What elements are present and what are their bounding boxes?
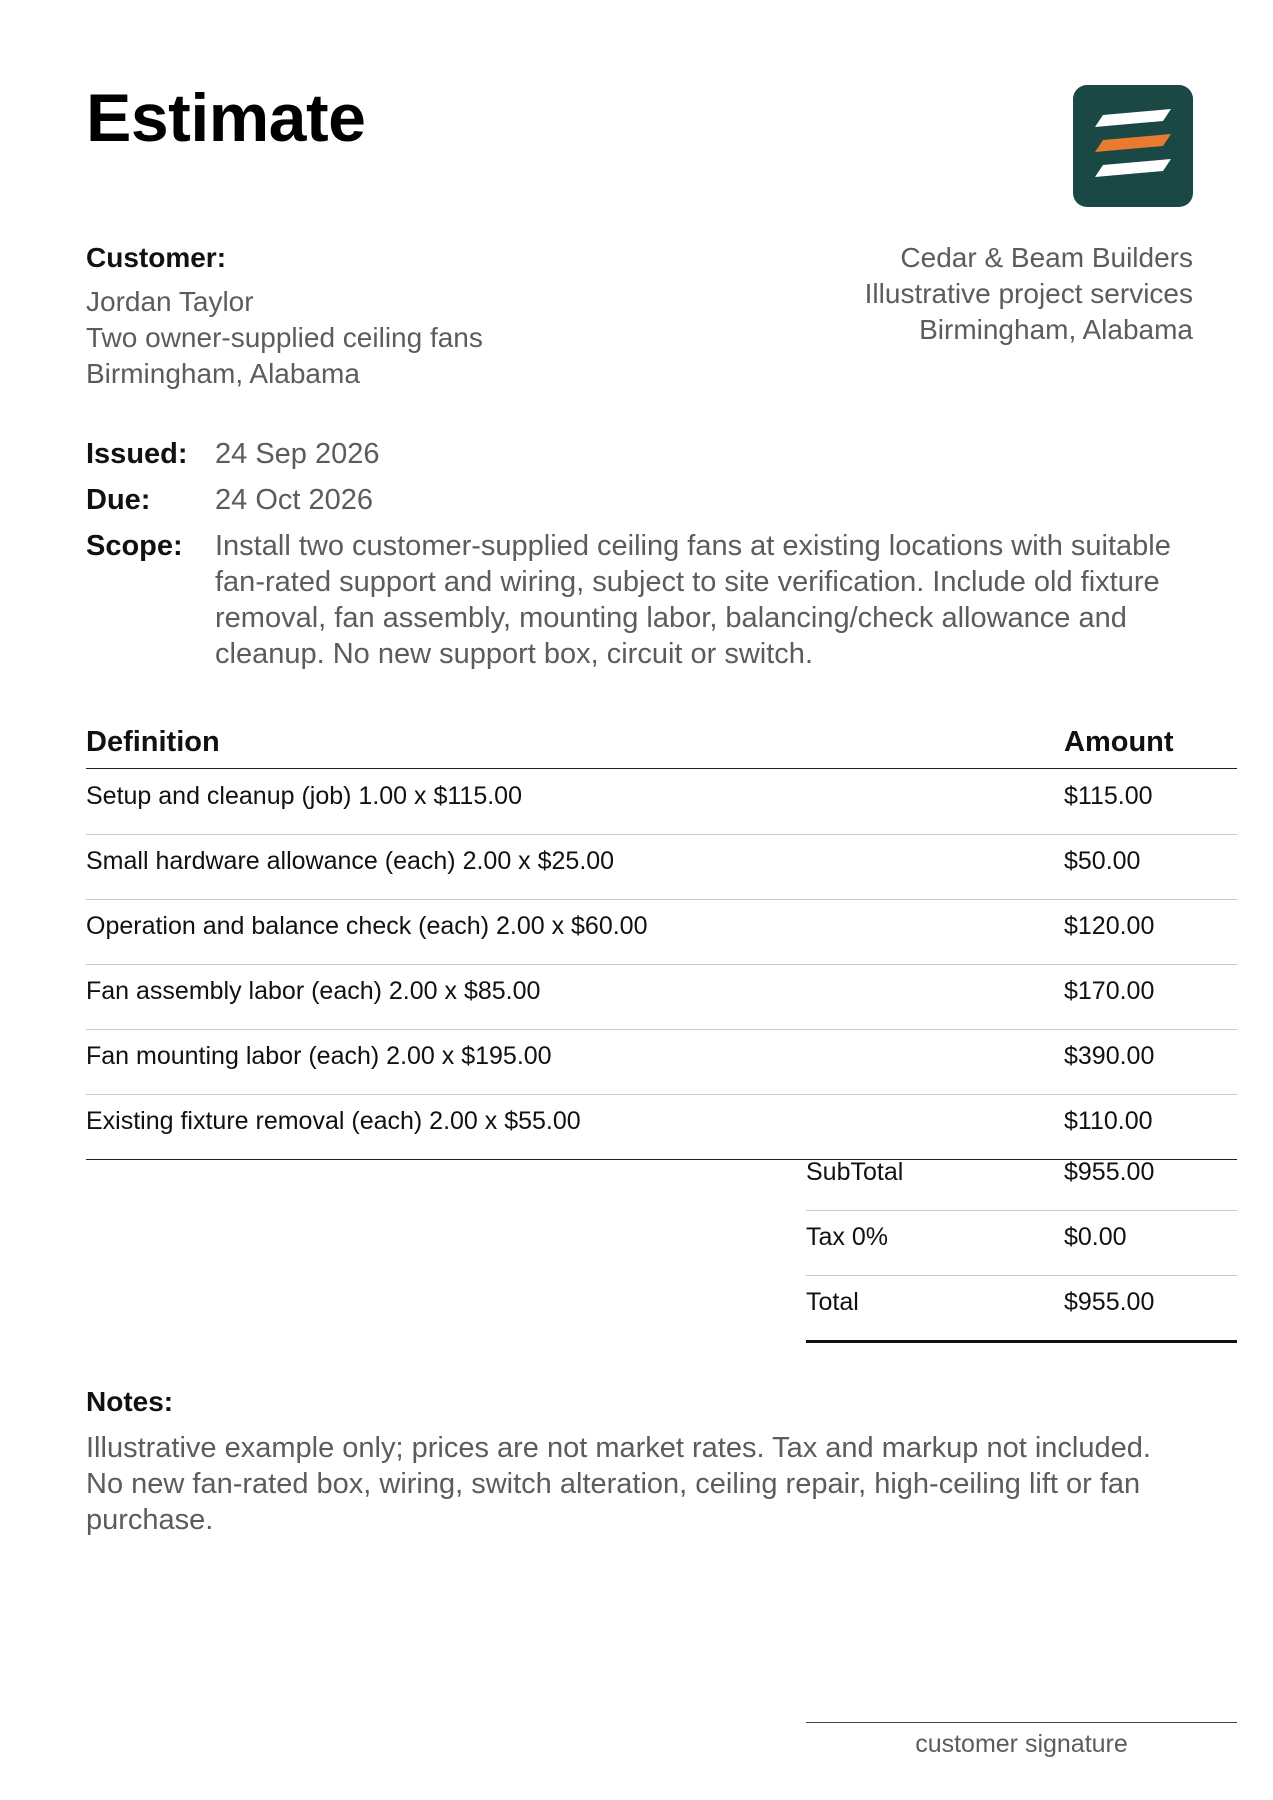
row-amount: $120.00 [1064,912,1155,940]
tax-value: $0.00 [1064,1223,1127,1251]
row-description: Existing fixture removal (each) 2.00 x $55.00 [86,1107,581,1135]
subtotal-value: $955.00 [1064,1158,1155,1186]
total-row [806,1275,1237,1343]
tax-label: Tax 0% [806,1223,888,1251]
subtotal-label: SubTotal [806,1158,904,1186]
row-description: Operation and balance check (each) 2.00 x $60.00 [86,912,648,940]
scope-text: Install two customer-supplied ceiling fans at existing locations with suitable fan-rated support and wiring, subject to site verification. Include old fixture removal, fan assembly, mounting labor, balancing/check allowance and cleanup. No new support box, circuit or switch. [215,530,1171,670]
issued-value: 24 Sep 2026 [215,438,380,470]
row-amount: $390.00 [1064,1042,1155,1070]
row-description: Fan assembly labor (each) 2.00 x $85.00 [86,977,541,1005]
subtotal-row [806,1145,1237,1211]
signature-label: customer signature [915,1730,1128,1758]
amount-header: Amount [1064,726,1174,758]
company-name: Cedar & Beam Builders [900,242,1193,273]
due-value: 24 Oct 2026 [215,484,373,516]
definition-header: Definition [86,726,220,758]
row-amount: $50.00 [1064,847,1141,875]
logo-bottom-stripe [1095,159,1171,177]
customer-label: Customer: [86,242,227,273]
due-label: Due: [86,484,151,516]
table-row [86,1029,1237,1095]
stacked-layers-icon [1073,85,1193,207]
row-description: Small hardware allowance (each) 2.00 x $25.00 [86,847,615,875]
signature-line [806,1722,1237,1723]
logo-middle-stripe [1095,134,1171,152]
company-location: Birmingham, Alabama [919,314,1193,345]
issued-label: Issued: [86,438,188,470]
row-amount: $115.00 [1064,782,1153,810]
total-value: $955.00 [1064,1288,1155,1316]
customer-name: Jordan Taylor [86,286,254,317]
tax-row [806,1210,1237,1276]
row-description: Setup and cleanup (job) 1.00 x $115.00 [86,782,522,810]
table-row [86,899,1237,965]
company-tagline: Illustrative project services [864,278,1193,309]
customer-location: Birmingham, Alabama [86,358,360,389]
customer-details [86,284,483,392]
logo-top-stripe [1095,109,1171,127]
row-description: Fan mounting labor (each) 2.00 x $195.00 [86,1042,552,1070]
row-amount: $110.00 [1064,1107,1153,1135]
customer-project: Two owner-supplied ceiling fans [86,322,483,353]
row-amount: $170.00 [1064,977,1155,1005]
notes-text: Illustrative example only; prices are not market rates. Tax and markup not included. No new fan-rated box, wiring, switch alteration, ceiling repair, high-ceiling lift or fan purchase. [86,1432,1151,1536]
total-label: Total [806,1288,859,1316]
notes-label: Notes: [86,1386,174,1417]
scope-label: Scope: [86,530,183,562]
table-row [86,834,1237,900]
page-title: Estimate [86,80,366,156]
company-details [865,240,1193,348]
table-row [86,769,1237,835]
table-row [86,964,1237,1030]
